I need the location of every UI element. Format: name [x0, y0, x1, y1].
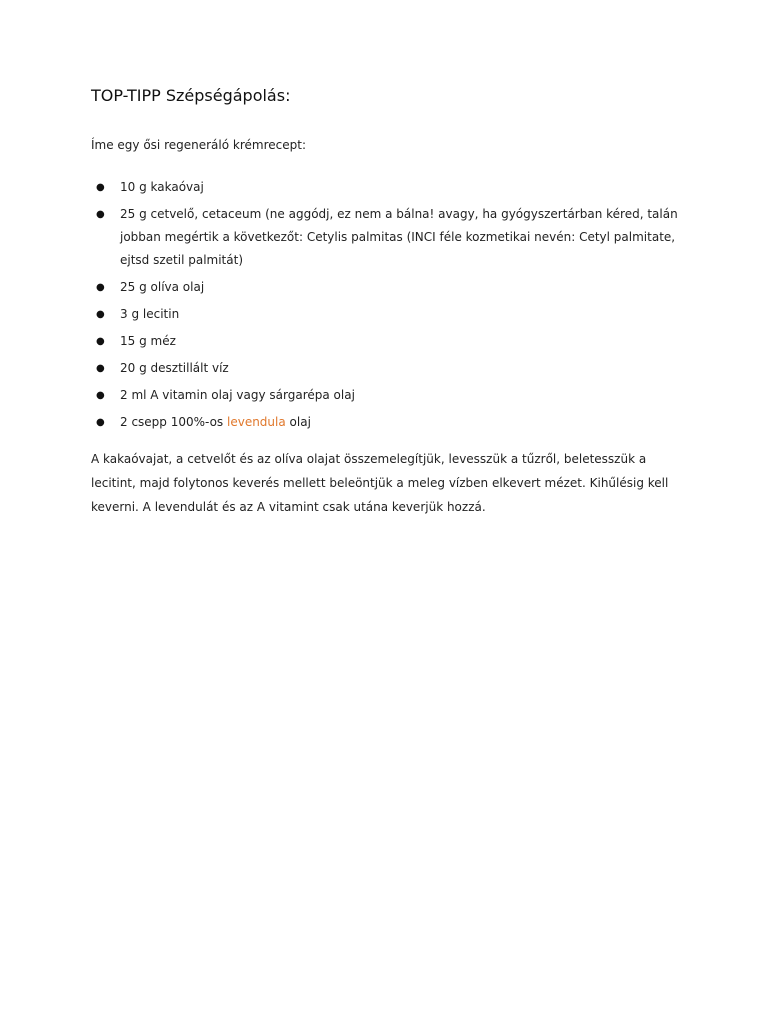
bullet-icon: ● — [96, 417, 105, 428]
ingredient-text: 3 g lecitin — [120, 307, 180, 321]
ingredient-item — [91, 303, 681, 326]
bullet-icon: ● — [96, 336, 105, 347]
recipe-intro: Íme egy ősi regeneráló krémrecept: — [91, 138, 306, 152]
ingredient-item — [91, 203, 681, 272]
ingredient-item — [91, 384, 681, 407]
bullet-icon: ● — [96, 182, 105, 193]
ingredient-list — [91, 176, 681, 438]
ingredient-text: 10 g kakaóvaj — [120, 180, 204, 194]
bullet-icon: ● — [96, 363, 105, 374]
ingredient-item — [91, 330, 681, 353]
ingredient-text: 25 g cetvelő, cetaceum (ne aggódj, ez nem a bálna! avagy, ha gyógyszertárban kéred, talán jobban megértik a következőt: Cetylis palmitas (INCI féle kozmetikai nevén: Cetyl palmitate, ejtsd szetil palmitát) — [120, 207, 678, 267]
ingredient-item — [91, 357, 681, 380]
document-title: TOP-TIPP Szépségápolás: — [91, 86, 291, 105]
ingredient-text-after: olaj — [285, 415, 311, 429]
ingredient-item — [91, 176, 681, 199]
ingredient-text-before: 2 csepp 100%-os — [120, 415, 227, 429]
ingredient-item — [91, 276, 681, 299]
ingredient-text: 15 g méz — [120, 334, 176, 348]
highlighted-word: levendula — [227, 415, 286, 429]
bullet-icon: ● — [96, 282, 105, 293]
bullet-icon: ● — [96, 209, 105, 220]
ingredient-text: 20 g desztillált víz — [120, 361, 229, 375]
bullet-icon: ● — [96, 390, 105, 401]
recipe-instructions: A kakaóvajat, a cetvelőt és az olíva olajat összemelegítjük, levesszük a tűzről, beletesszük a lecitint, majd folytonos keverés mellett beleöntjük a meleg vízben elkevert mézet. Kihűlésig kell keverni. A levendulát és az A vitamint csak utána keverjük hozzá. — [91, 452, 669, 514]
ingredient-text: 25 g olíva olaj — [120, 280, 205, 294]
bullet-icon: ● — [96, 309, 105, 320]
ingredient-text: 2 ml A vitamin olaj vagy sárgarépa olaj — [120, 388, 355, 402]
ingredient-item — [91, 411, 681, 434]
